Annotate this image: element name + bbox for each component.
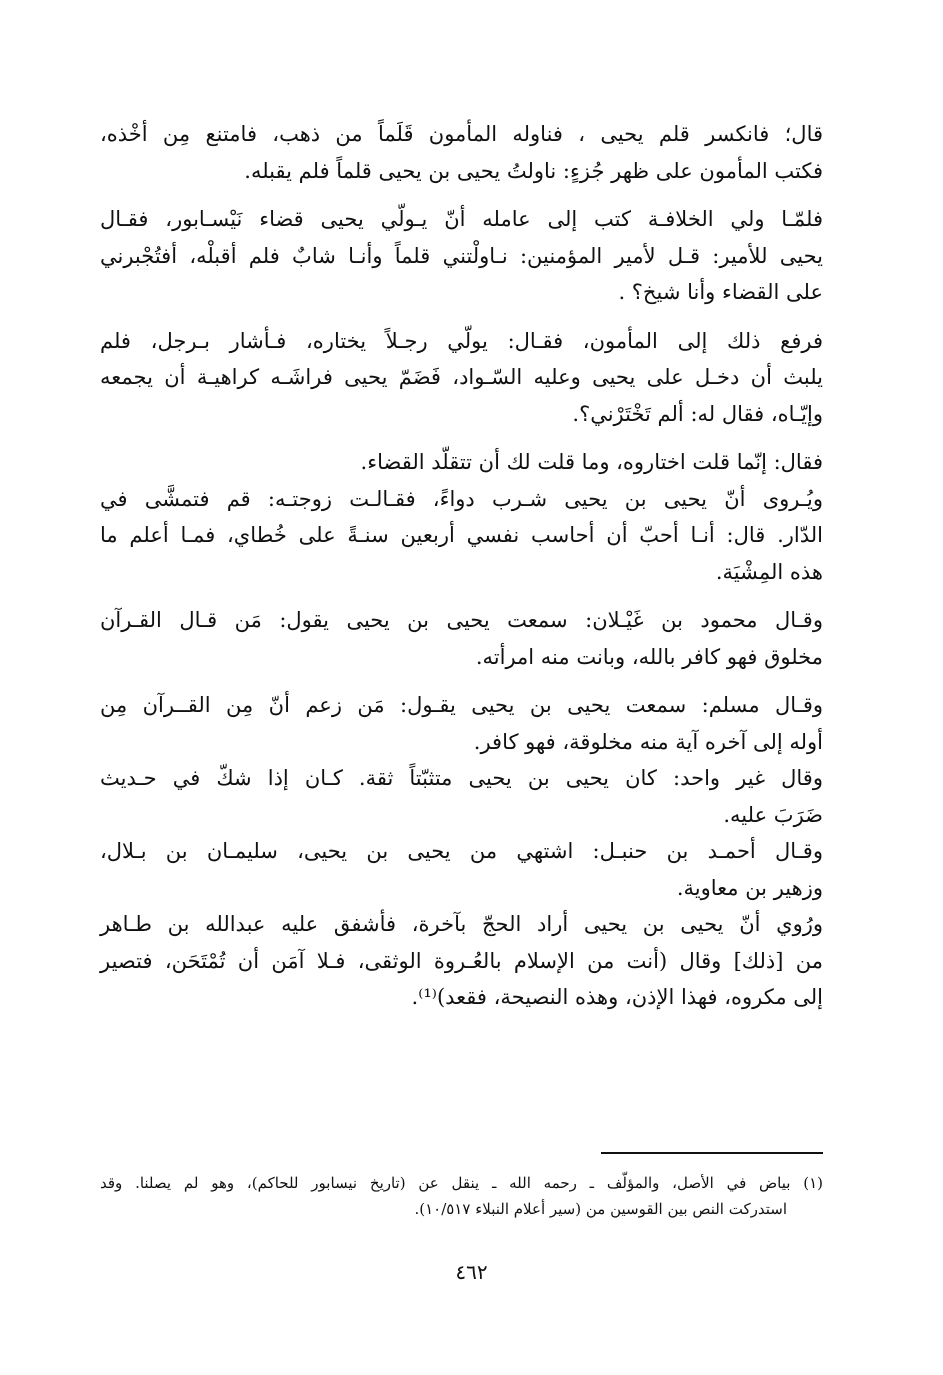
text-line: مخلوق فهو كافر بالله، وبانت منه امرأته. [475, 644, 823, 669]
text-line: يلبث أن دخـل على يحيى وعليه السّـواد، فَضَمّ يحيى فراشَـه كراهيـة أن يجمعه [100, 365, 823, 389]
text-line: وزهير بن معاوية. [676, 875, 823, 900]
text-line: قال؛ فانكسر قلم يحيى ، فناوله المأمون قَلَماً من ذهب، فامتنع مِن أخْذه، [100, 122, 823, 146]
paragraph [100, 116, 823, 189]
footnotes [100, 1170, 823, 1222]
text-line: ضَرَبَ عليه. [723, 802, 823, 827]
footnote-line: (١) بياض في الأصل، والمؤلّف ـ رحمه الله ـ ينقل عن (تاريخ نيسابور للحاكم)، وهو لم يصلنا. وقد [100, 1174, 823, 1192]
text-line: الدّار. قال: أنـا أحبّ أن أحاسب نفسي أربعين سنـةً على خُطاي، فمـا أعلم ما [100, 523, 823, 547]
text-line: فرفع ذلك إلى المأمون، فقـال: يولّي رجـلاً يختاره، فـأشار بـرجل، فلم [100, 328, 823, 353]
paragraph [100, 323, 823, 433]
paragraph [100, 201, 823, 311]
footnote-line: استدركت النص بين القوسين من (سير أعلام النبلاء ١٠/٥١٧). [414, 1200, 787, 1218]
text-line: على القضاء وأنا شيخ؟ . [618, 280, 823, 304]
text-line: ورُوي أنّ يحيى بن يحيى أراد الحجّ بآخرة، فأشفق عليه عبدالله بن طـاهر [100, 912, 823, 936]
paragraph [100, 481, 823, 591]
text-line: وقـال مسلم: سمعت يحيى بن يحيى يقـول: مَن زعم أنّ مِن القــرآن مِن [100, 693, 823, 717]
paragraph [100, 444, 823, 481]
text-line: ويُـروى أنّ يحيى بن يحيى شـرب دواءً، فقـالـت زوجتـه: قم فتمشَّى في [100, 486, 823, 511]
text-line: وقال غير واحد: كان يحيى بن يحيى متثبّتاً ثقة. كـان إذا شكّ في حـديث [100, 766, 823, 790]
page-number: ٤٦٢ [455, 1260, 488, 1284]
text-line: وقـال محمود بن غَيْـلان: سمعت يحيى بن يحيى يقول: مَن قـال القـرآن [100, 608, 823, 632]
paragraph [100, 906, 823, 1016]
paragraph [100, 760, 823, 833]
text-line: فقال: إنّما قلت اختاروه، وما قلت لك أن تتقلّد القضاء. [360, 450, 823, 474]
paragraph [100, 687, 823, 760]
text-line: من [ذلك] وقال (أنت من الإسلام بالعُـروة الوثقى، فـلا آمَن أن تُمْتَحَن، فتصير [100, 948, 823, 973]
text-line: فكتب المأمون على ظهر جُزءٍ: ناولتُ يحيى بن يحيى قلماً فلم يقبله. [244, 158, 823, 183]
body-text [100, 116, 823, 1016]
text-line: وإيّـاه، فقال له: ألم تَخْتَرْني؟. [572, 401, 823, 426]
paragraph [100, 833, 823, 906]
paragraph [100, 602, 823, 675]
text-line: إلى مكروه، فهذا الإذن، وهذه النصيحة، فقعد)⁽¹⁾. [411, 985, 823, 1009]
text-line: يحيى للأمير: قـل لأمير المؤمنين: نـاولْتني قلماً وأنـا شابٌ فلم أقبلْه، أفتُجْبرني [100, 243, 823, 268]
footnote-divider [601, 1152, 823, 1154]
text-line: هذه المِشْيَة. [715, 559, 823, 584]
text-line: فلمّـا ولي الخلافـة كتب إلى عامله أنّ يـولّي يحيى قضاء نَيْسـابور، فقـال [100, 207, 823, 231]
text-line: أوله إلى آخره آية منه مخلوقة، فهو كافر. [473, 729, 823, 754]
text-line: وقـال أحمـد بن حنبـل: اشتهي من يحيى بن يحيى، سليمـان بن بـلال، [100, 839, 823, 863]
